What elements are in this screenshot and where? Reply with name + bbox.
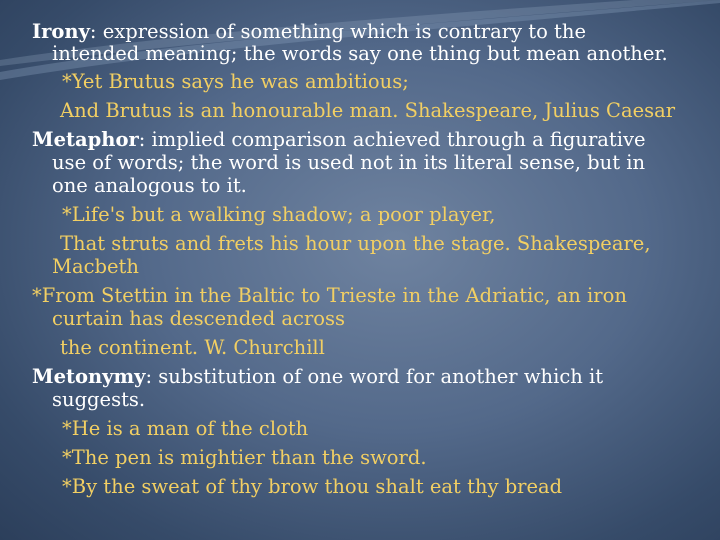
irony-term: Irony xyxy=(32,20,90,43)
irony-definition-2: intended meaning; the words say one thing but mean another. xyxy=(52,42,668,65)
metaphor-example-6: the continent. W. Churchill xyxy=(60,336,325,359)
metonymy-example-2: *The pen is mightier than the sword. xyxy=(62,446,427,469)
irony-example-2: And Brutus is an honourable man. Shakespeare, Julius Caesar xyxy=(60,99,676,122)
metaphor-term: Metaphor xyxy=(32,128,139,151)
metaphor-definition-line xyxy=(32,128,646,152)
metonymy-example-1: *He is a man of the cloth xyxy=(62,417,309,440)
irony-definition-1: : expression of something which is contrary to the xyxy=(89,20,586,43)
metaphor-example-5: curtain has descended across xyxy=(52,307,346,330)
metaphor-example-2: That struts and frets his hour upon the stage. Shakespeare, xyxy=(60,232,651,255)
metaphor-example-4: *From Stettin in the Baltic to Trieste in the Adriatic, an iron xyxy=(32,284,627,307)
metaphor-definition-3: one analogous to it. xyxy=(52,174,247,197)
metonymy-term: Metonymy xyxy=(32,365,146,388)
metaphor-definition-2: use of words; the word is used not in its literal sense, but in xyxy=(52,151,646,174)
metonymy-definition-line xyxy=(32,365,603,389)
irony-example-1: *Yet Brutus says he was ambitious; xyxy=(62,70,409,93)
metaphor-example-1: *Life's but a walking shadow; a poor player, xyxy=(62,203,496,226)
metaphor-example-3: Macbeth xyxy=(52,255,139,278)
metaphor-definition-1: : implied comparison achieved through a figurative xyxy=(138,128,646,151)
metonymy-definition-1: : substitution of one word for another which it xyxy=(145,365,604,388)
metonymy-example-3: *By the sweat of thy brow thou shalt eat thy bread xyxy=(62,475,563,498)
irony-definition-line xyxy=(32,20,586,44)
metonymy-definition-2: suggests. xyxy=(52,388,146,411)
